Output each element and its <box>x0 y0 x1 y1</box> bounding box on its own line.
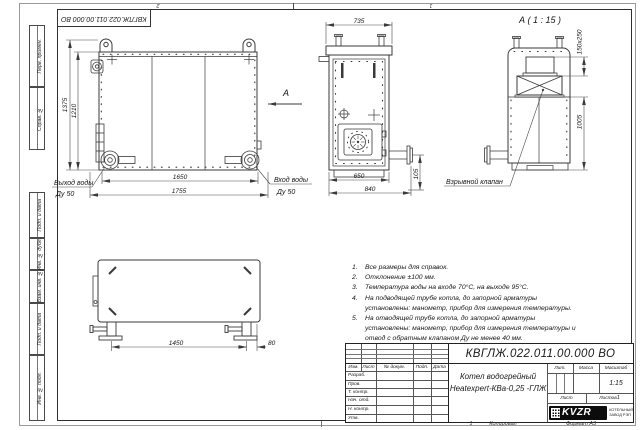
chimney-and-valve <box>515 57 564 97</box>
lug-right <box>243 39 255 52</box>
lug-right-hole <box>247 42 251 46</box>
stamp-inv-podl: Инв. № подл. <box>29 355 45 421</box>
manufacturer-logo <box>549 405 633 421</box>
stamp-inv-dubl: Инв. № дубл. <box>29 238 45 270</box>
bottom-dimensions <box>112 324 267 351</box>
label-water-inlet: Вход воды <box>274 177 308 184</box>
lug-left <box>100 39 112 52</box>
note-item: 1. Все размеры для справок. <box>352 264 449 271</box>
col-data: Дата <box>433 364 446 370</box>
stamp-sprav-no: Справ. № <box>29 87 45 150</box>
note-item: 2. Отклонение ±100 мм. <box>352 274 436 282</box>
bottom-view <box>90 260 276 351</box>
stamp-vzam-inv: Взам. инв. № <box>29 270 45 303</box>
water-outlet-flange <box>101 151 135 169</box>
row-utv: Утв. <box>348 415 359 421</box>
dim-1375: 1375 <box>62 97 69 113</box>
zone-mark-top-left: 2 <box>156 2 160 8</box>
note-item: 3. Температура воды на входе 70°С, на выходе 95°С. <box>352 284 529 292</box>
dim-840: 840 <box>364 186 376 193</box>
lug-left-hole <box>104 42 108 46</box>
legs <box>90 322 257 340</box>
note-item: 5. На отводящей трубе котла, до запорной арматуры установлены: манометр, прибор для измерения температуры и отвод с обратным клапаном Ду не менее 40 мм. <box>352 314 576 343</box>
row-nkontr: Н. контр. <box>348 407 370 412</box>
side-pipe <box>389 146 413 164</box>
stamp-podp-data-2: Подп. и дата <box>29 303 45 355</box>
burner-door <box>338 124 386 160</box>
col-list: Лист <box>362 364 375 370</box>
detail-view-a <box>485 15 589 170</box>
copied-label: Копировал <box>489 421 517 427</box>
listov-value: 1 <box>616 395 620 401</box>
left-channel <box>96 124 104 162</box>
masshtab-label: Масштаб <box>604 365 628 371</box>
front-dimensions <box>66 40 268 198</box>
view-arrow-label: А <box>282 88 290 98</box>
listov-cell: Листов 1 <box>599 395 620 401</box>
dim-1210: 1210 <box>71 103 78 119</box>
stamp-perv-primen: Перв. примен. <box>29 25 45 87</box>
col-podp: Подп. <box>415 364 429 370</box>
dim-80: 80 <box>268 340 276 347</box>
row-razrab: Разраб. <box>348 373 366 378</box>
list-label: Лист <box>560 395 573 401</box>
title-block <box>345 343 634 423</box>
row-nachotd: Нач. отд. <box>348 398 370 403</box>
zone-mark-bottom: 1 <box>469 421 473 427</box>
dim-150x250: 150x250 <box>576 29 584 55</box>
dim-1005: 1005 <box>576 114 584 130</box>
notes <box>352 263 620 355</box>
note-item: 4. На подводящей трубе котла, до запорной арматуры установлены: манометр, прибор для измерения температуры. <box>352 294 572 312</box>
col-dokum: № докум. <box>383 364 406 370</box>
dim-105: 105 <box>413 168 420 180</box>
label-explosion-valve: Взрывной клапан <box>446 179 503 186</box>
top-cap <box>326 46 392 55</box>
label-water-outlet-dn: Ду 50 <box>56 191 75 198</box>
kvzr-logo-mark-icon <box>551 408 560 418</box>
lit-label: Лит. <box>554 365 566 371</box>
side-view <box>319 18 544 196</box>
dim-650: 650 <box>353 173 365 180</box>
dim-735: 735 <box>353 18 365 25</box>
logo-subtitle: КОТЕЛЬНЫЙ ЗАВОД РЭП <box>609 407 633 417</box>
dim-1450: 1450 <box>168 340 184 347</box>
row-prov: Пров. <box>348 381 361 387</box>
boiler-body-bottom <box>98 260 260 322</box>
dim-1755: 1755 <box>171 188 187 195</box>
label-water-outlet: Выход воды <box>54 180 94 187</box>
stamp-podp-data-1: Подп. и дата <box>29 192 45 238</box>
detail-title: А ( 1 : 15 ) <box>518 15 562 25</box>
label-water-inlet-dn: Ду 50 <box>277 189 296 196</box>
boiler-body-front <box>99 52 257 170</box>
zone-mark-top-right: 1 <box>429 2 433 8</box>
kvzr-logo-box <box>549 406 607 420</box>
doc-number: КВГЛЖ.022.011.00.000 ВО <box>465 347 616 360</box>
dim-1650: 1650 <box>172 174 188 181</box>
water-inlet-flange <box>225 151 259 169</box>
detail-dimensions <box>554 57 588 170</box>
col-izm: Изм. <box>348 364 359 370</box>
scale-value: 1:15 <box>609 379 623 387</box>
massa-label: Масса <box>578 365 594 371</box>
front-view <box>52 39 312 198</box>
kvzr-logo-text: KVZR <box>562 407 592 418</box>
top-doc-stamp-text: КВГЛЖ.022.011.00.000 ВО <box>61 14 147 22</box>
format-label: Формат А3 <box>565 421 597 427</box>
product-name: Котел водогрейный Heatexpert-КВа-0,25 -ГЛЖ <box>449 371 547 393</box>
row-tkontr: Т. контр. <box>348 389 369 395</box>
